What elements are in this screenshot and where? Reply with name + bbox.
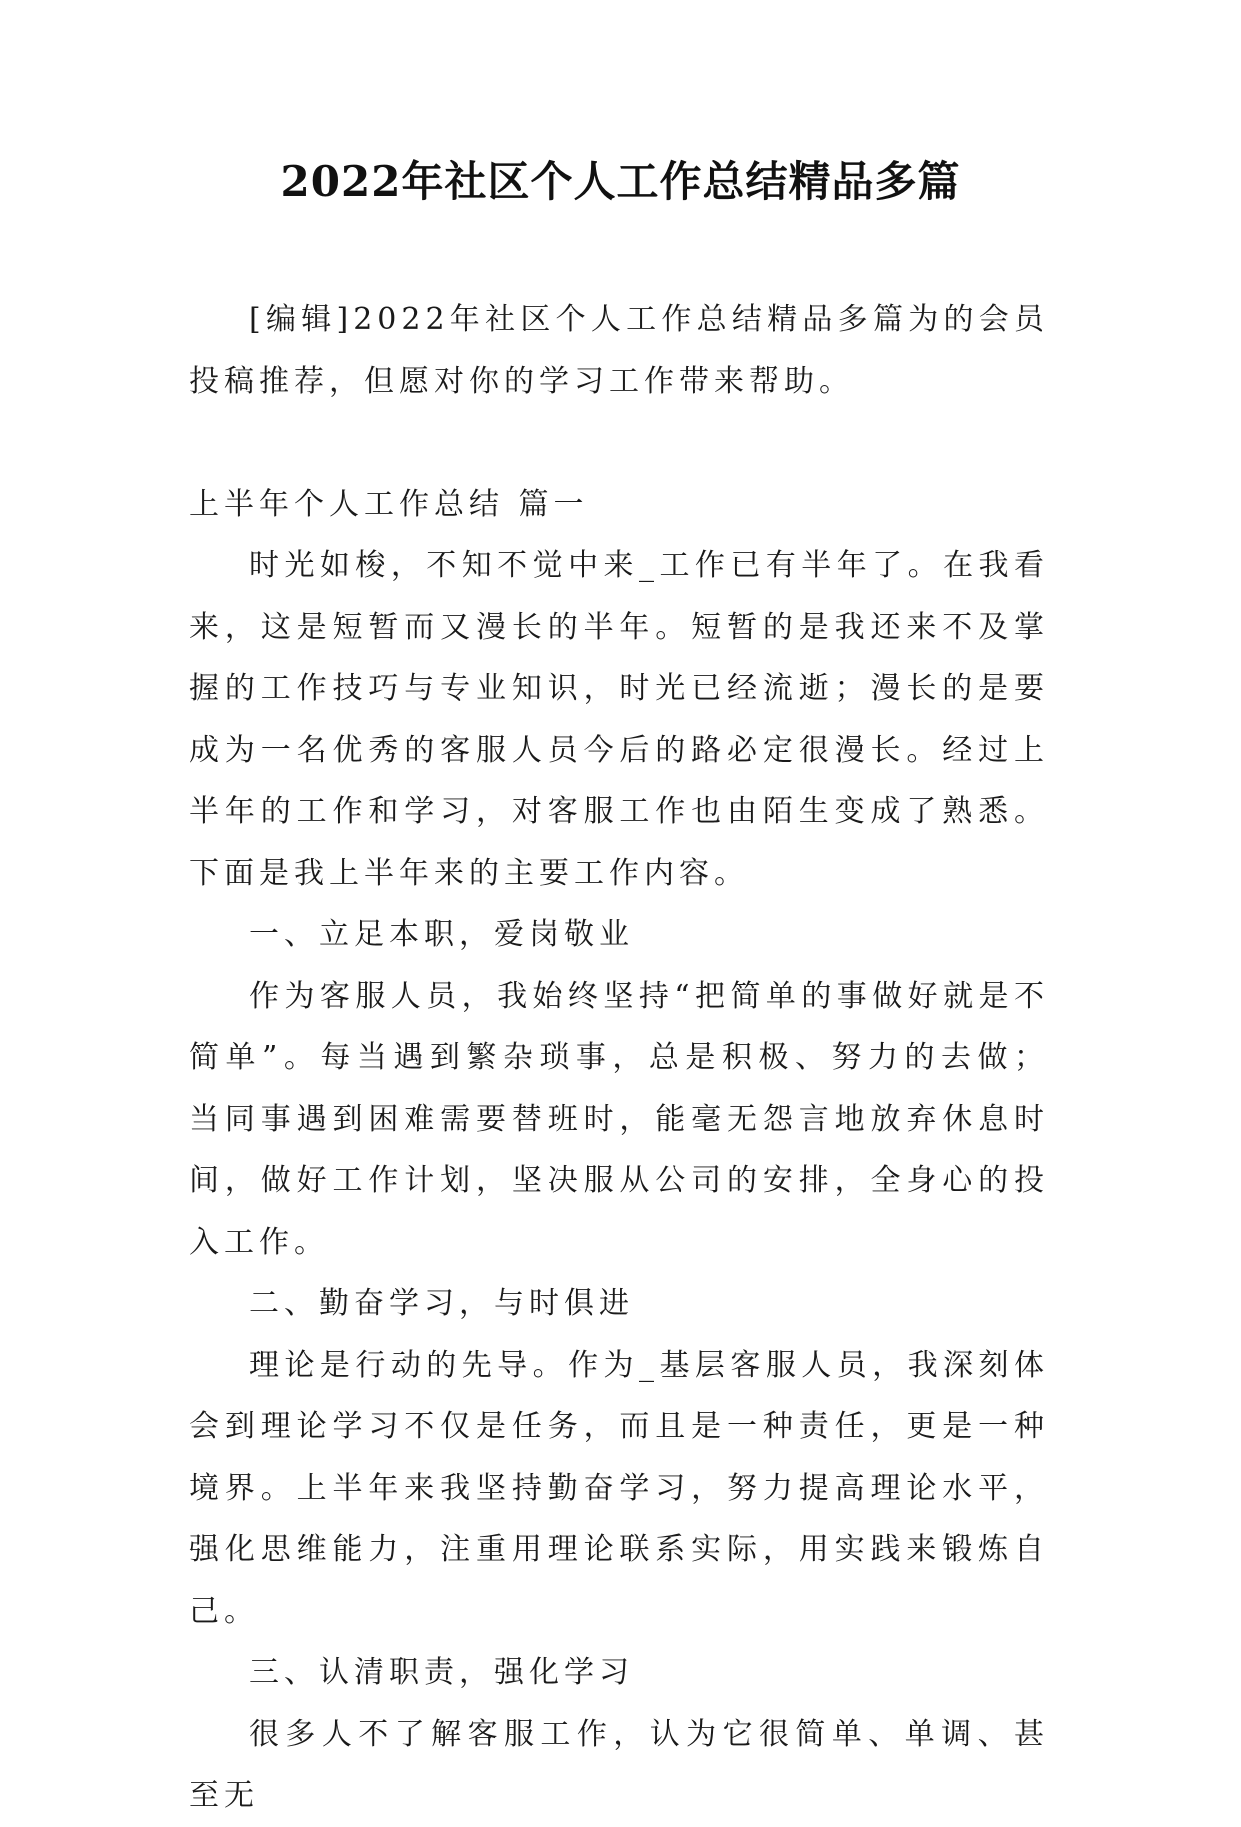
document-title: 2022年社区个人工作总结精品多篇 — [280, 157, 961, 206]
subsection-heading: 二、勤奋学习，与时俱进 — [249, 1286, 634, 1321]
subsection-heading: 三、认清职责，强化学习 — [249, 1655, 634, 1690]
section-heading: 上半年个人工作总结 篇一 — [189, 486, 589, 522]
subsection-heading: 一、立足本职，爱岗敬业 — [249, 917, 634, 952]
body-paragraph: 作为客服人员，我始终坚持“把简单的事做好就是不简单”。每当遇到繁杂琐事，总是积极、努力的去做；当同事遇到困难需要替班时，能毫无怨言地放弃休息时间，做好工作计划，坚决服从公司的安排，全身心的投入工作。 — [189, 978, 1049, 1260]
body-paragraph: 理论是行动的先导。作为_基层客服人员，我深刻体会到理论学习不仅是任务，而且是一种责任，更是一种境界。上半年来我坚持勤奋学习，努力提高理论水平，强化思维能力，注重用理论联系实际，用实践来锻炼自己。 — [189, 1347, 1049, 1629]
document-body — [189, 289, 1049, 1827]
intro-paragraph: [编辑]2022年社区个人工作总结精品多篇为的会员投稿推荐，但愿对你的学习工作带来帮助。 — [189, 302, 1049, 399]
body-paragraph: 很多人不了解客服工作，认为它很简单、单调、甚至无 — [189, 1716, 1049, 1813]
body-paragraph: 时光如梭，不知不觉中来_工作已有半年了。在我看来，这是短暂而又漫长的半年。短暂的是我还来不及掌握的工作技巧与专业知识，时光已经流逝；漫长的是要成为一名优秀的客服人员今后的路必定很漫长。经过上半年的工作和学习，对客服工作也由陌生变成了熟悉。下面是我上半年来的主要工作内容。 — [189, 548, 1049, 891]
